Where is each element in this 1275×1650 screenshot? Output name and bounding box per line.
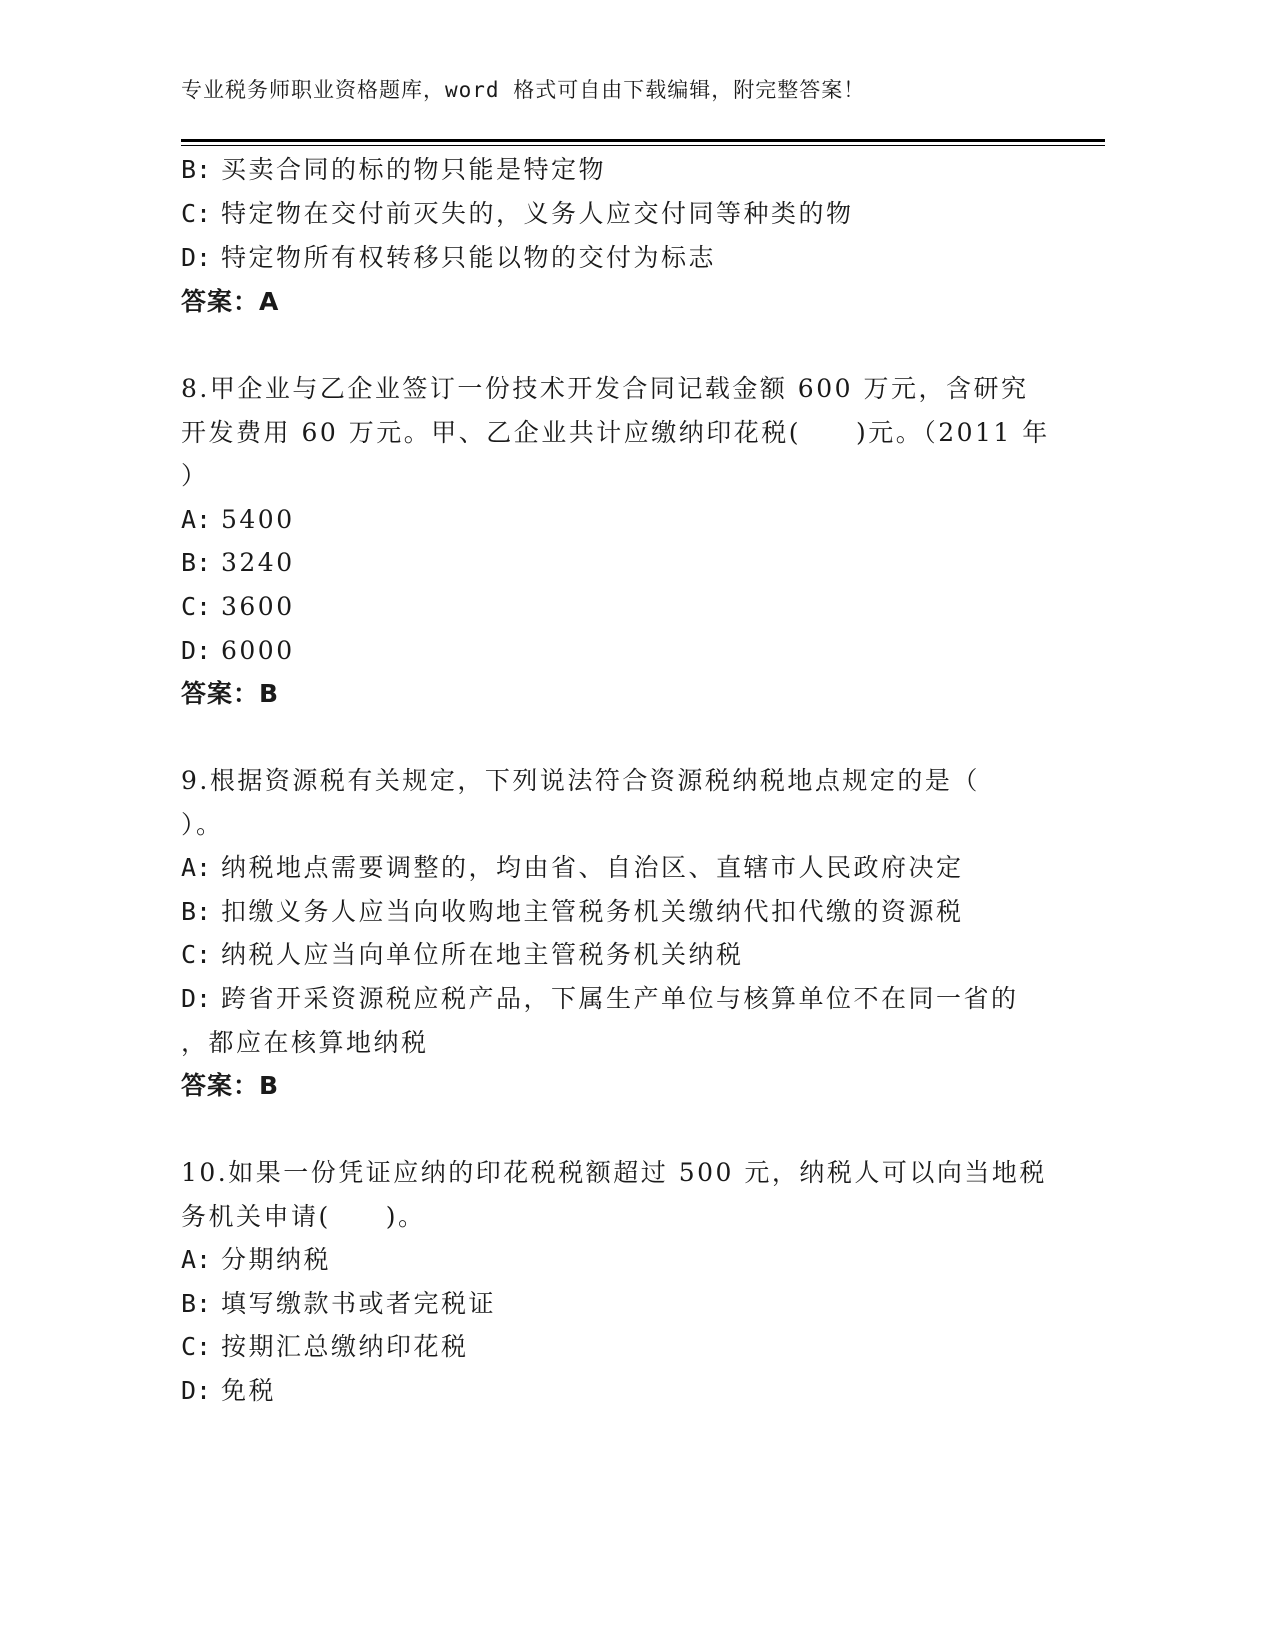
q8-stem-line-1: 8.甲企业与乙企业签订一份技术开发合同记载金额 600 万元，含研究: [181, 374, 1029, 403]
q9-stem-line-2: ）。: [181, 810, 224, 839]
q7-option-d: [181, 243, 716, 273]
q9-answer: 答案：B: [181, 1071, 280, 1100]
option-text: 买卖合同的标的物只能是特定物: [221, 155, 607, 184]
option-label: B:: [181, 897, 212, 926]
q8-stem-line-2: 开发费用 60 万元。甲、乙企业共计应缴纳印花税( )元。（2011 年: [181, 418, 1050, 447]
q7-answer: 答案：A: [181, 287, 280, 316]
option-label: C:: [181, 199, 212, 228]
option-label: D:: [181, 984, 212, 1013]
option-label: C:: [181, 1332, 212, 1361]
option-text: 纳税地点需要调整的，均由省、自治区、直辖市人民政府决定: [221, 853, 964, 882]
option-text: 5400: [221, 505, 295, 534]
option-text: 3240: [221, 548, 295, 577]
header-rule-thick: [181, 139, 1105, 142]
header-rule-thin: [181, 145, 1105, 146]
option-label: A:: [181, 1245, 212, 1274]
option-text: 按期汇总缴纳印花税: [221, 1332, 469, 1361]
q8-stem-line-3: ）: [181, 461, 209, 490]
q9-option-a: [181, 853, 964, 883]
q8-option-b: [181, 548, 295, 578]
option-label: B:: [181, 1289, 212, 1318]
q10-option-d: [181, 1376, 276, 1406]
q9-option-c: [181, 940, 744, 970]
option-text: 纳税人应当向单位所在地主管税务机关纳税: [221, 940, 744, 969]
q10-stem-line-2: 务机关申请( )。: [181, 1202, 426, 1231]
option-label: C:: [181, 940, 212, 969]
option-text: 特定物在交付前灭失的，义务人应交付同等种类的物: [221, 199, 854, 228]
option-text: 扣缴义务人应当向收购地主管税务机关缴纳代扣代缴的资源税: [221, 897, 964, 926]
page-header: 专业税务师职业资格题库，word 格式可自由下载编辑，附完整答案！: [181, 78, 866, 102]
option-label: A:: [181, 505, 212, 534]
q10-stem-line-1: 10.如果一份凭证应纳的印花税税额超过 500 元，纳税人可以向当地税: [181, 1158, 1047, 1187]
q10-option-b: [181, 1289, 496, 1319]
q9-option-d-continuation: ，都应在核算地纳税: [181, 1028, 429, 1057]
q9-stem-line-1: 9.根据资源税有关规定，下列说法符合资源税纳税地点规定的是（: [181, 766, 980, 795]
option-label: B:: [181, 155, 212, 184]
option-text: 6000: [221, 636, 295, 665]
option-label: D:: [181, 1376, 212, 1405]
option-label: C:: [181, 592, 212, 621]
option-text: 3600: [221, 592, 295, 621]
option-label: D:: [181, 636, 212, 665]
option-text: 分期纳税: [221, 1245, 332, 1274]
option-label: A:: [181, 853, 212, 882]
q7-option-c: [181, 199, 854, 229]
option-text: 特定物所有权转移只能以物的交付为标志: [221, 243, 717, 272]
q7-option-b: [181, 155, 606, 185]
q9-option-d: [181, 984, 1019, 1014]
q8-option-a: [181, 505, 295, 535]
q8-answer: 答案：B: [181, 679, 280, 708]
q8-option-d: [181, 636, 295, 666]
option-text: 跨省开采资源税应税产品，下属生产单位与核算单位不在同一省的: [221, 984, 1019, 1013]
q10-option-a: [181, 1245, 331, 1275]
q9-option-b: [181, 897, 964, 927]
q8-option-c: [181, 592, 295, 622]
option-label: B:: [181, 548, 212, 577]
option-text: 填写缴款书或者完税证: [221, 1289, 497, 1318]
option-label: D:: [181, 243, 212, 272]
q10-option-c: [181, 1332, 469, 1362]
option-text: 免税: [221, 1376, 277, 1405]
